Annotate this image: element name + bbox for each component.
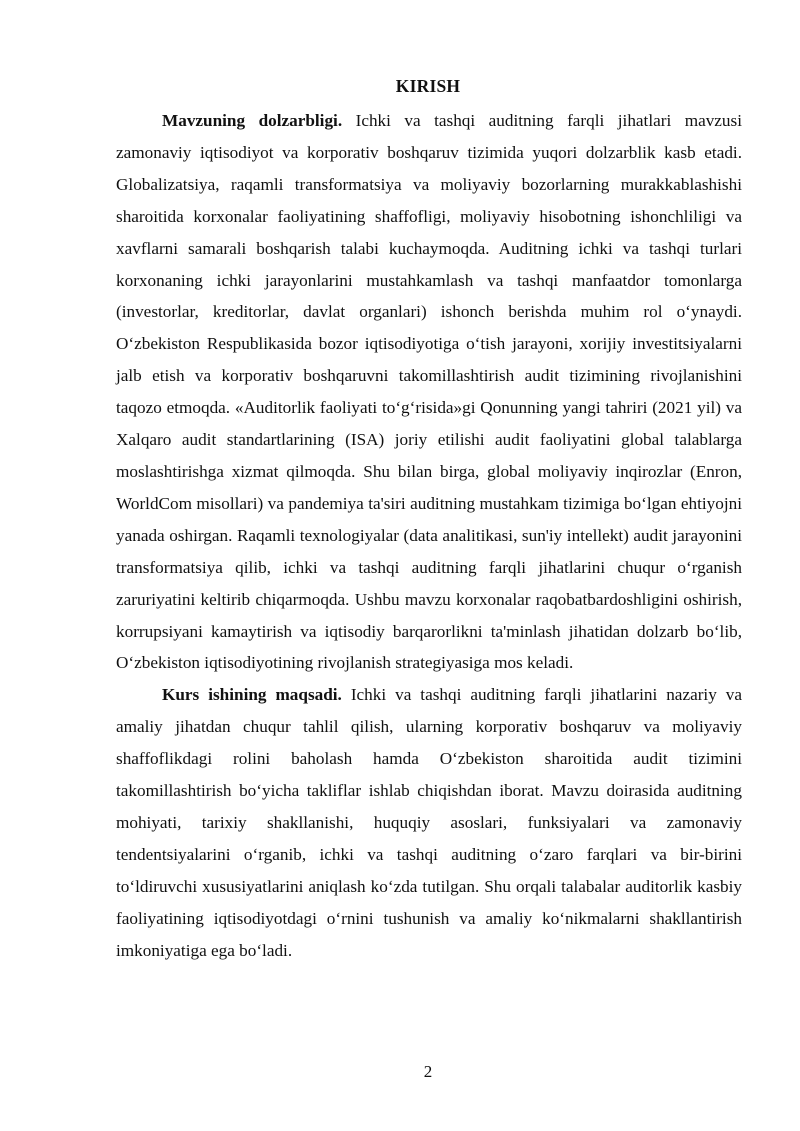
paragraph-lead-purpose: Kurs ishining maqsadi. — [162, 685, 342, 705]
paragraph-purpose — [116, 679, 742, 966]
paragraph-text-relevance: Ichki va tashqi auditning farqli jihatlari mavzusi zamonaviy iqtisodiyot va korporativ boshqaruv tizimida yuqori dolzarblik kasb etadi. Globalizatsiya, raqamli transformatsiya va moliyaviy bozorlarning murakkablashishi sharoitida korxonalar faoliyatining shaffofligi, moliyaviy hisobotning ishonchliligi va xavflarni samarali boshqarish talabi kuchaymoqda. Auditning ichki va tashqi turlari korxonaning ichki jarayonlarini mustahkamlash va tashqi manfaatdor tomonlarga (investorlar, kreditorlar, davlat organlari) ishonch berishda muhim rol oʻynaydi. Oʻzbekiston Respublikasida bozor iqtisodiyotiga oʻtish jarayoni, xorijiy investitsiyalarni jalb etish va korporativ boshqaruvni takomillashtirish audit tizimining rivojlanishini taqozo etmoqda. «Auditorlik faoliyati toʻgʻrisida»gi Qonunning yangi tahriri (2021 yil) va Xalqaro audit standartlarining (ISA) joriy etilishi audit faoliyatini global talablarga moslashtirishga xizmat qilmoqda. Shu bilan birga, global moliyaviy inqirozlar (Enron, WorldCom misollari) va pandemiya ta'siri auditning mustahkam tizimiga boʻlgan ehtiyojni yanada oshirgan. Raqamli texnologiyalar (data analitikasi, sun'iy intellekt) audit jarayonini transformatsiya qilib, ichki va tashqi auditning farqli jihatlarini chuqur oʻrganish zaruriyatini keltirib chiqarmoqda. Ushbu mavzu korxonalar raqobatbardoshligini oshirish, korrupsiyani kamaytirish va iqtisodiy barqarorlikni ta'minlash jihatidan dolzarb boʻlib, Oʻzbekiston iqtisodiyotining rivojlanish strategiyasiga mos keladi. — [116, 111, 742, 673]
body-text — [116, 105, 742, 966]
page-number: 2 — [423, 1062, 433, 1081]
paragraph-relevance — [116, 105, 742, 679]
paragraph-lead-relevance: Mavzuning dolzarbligi. — [162, 111, 343, 130]
section-heading: KIRISH — [395, 76, 461, 96]
paragraph-text-purpose: Ichki va tashqi auditning farqli jihatlarini nazariy va amaliy jihatdan chuqur tahlil qilish, ularning korporativ boshqaruv va moliyaviy shaffoflikdagi rolini baholash hamda Oʻzbekiston sharoitida audit tizimini takomillashtirish boʻyicha takliflar ishlab chiqishdan iborat. Mavzu doirasida auditning mohiyati, tarixiy shakllanishi, huquqiy asoslari, funksiyalari va zamonaviy tendentsiyalarini oʻrganib, ichki va tashqi auditning oʻzaro farqlari va bir-birini toʻldiruvchi xususiyatlarini aniqlash koʻzda tutilgan. Shu orqali talabalar auditorlik kasbiy faoliyatining iqtisodiyotdagi oʻrnini tushunish va amaliy koʻnikmalarni shakllantirish imkoniyatiga ega boʻladi. — [116, 685, 742, 960]
